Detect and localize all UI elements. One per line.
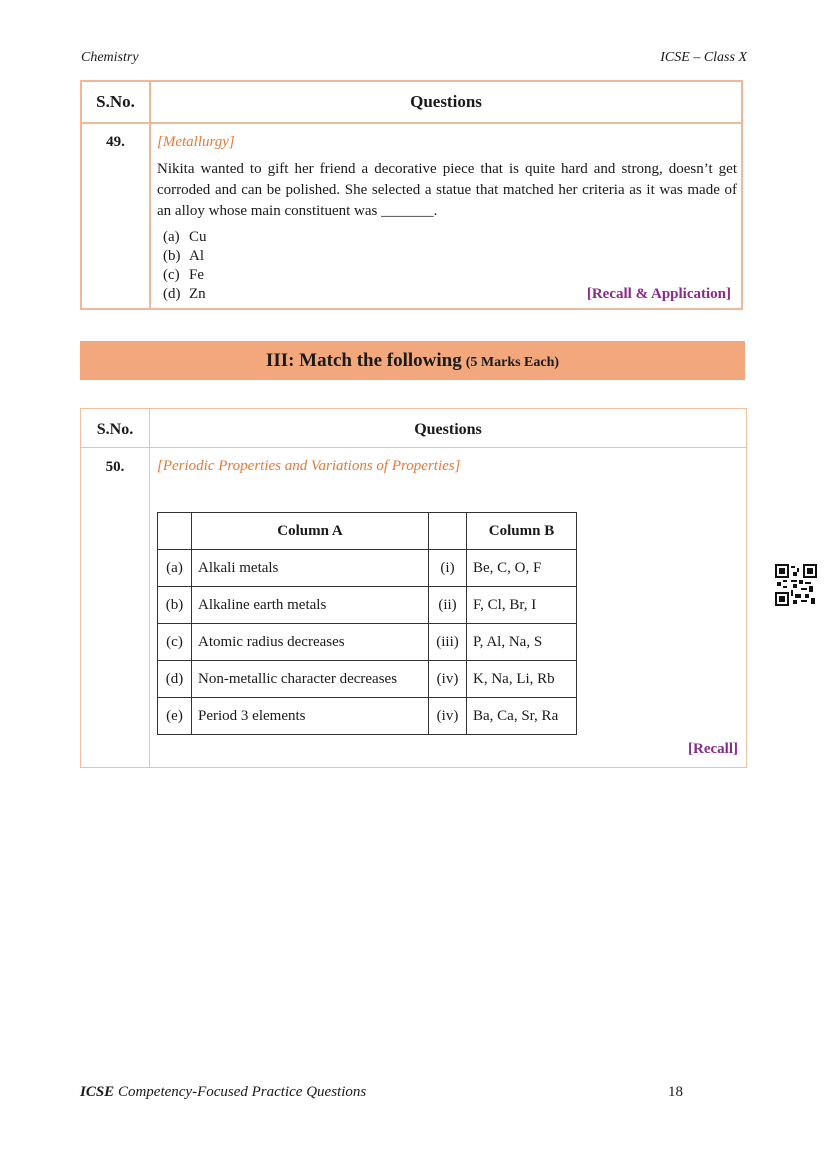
- header-divider: [81, 447, 746, 448]
- b-label: (iv): [429, 661, 467, 698]
- column-a-header: Column A: [192, 513, 429, 550]
- header-class: ICSE – Class X: [660, 50, 747, 65]
- a-label: (e): [158, 698, 192, 735]
- section-band: [80, 341, 745, 380]
- match-row: [158, 698, 577, 735]
- questions-header: Questions: [414, 421, 482, 438]
- a-label: (d): [158, 661, 192, 698]
- b-text: Be, C, O, F: [467, 550, 577, 587]
- b-text: Ba, Ca, Sr, Ra: [467, 698, 577, 735]
- section-title: III: Match the following: [265, 350, 462, 371]
- a-label: (c): [158, 624, 192, 661]
- questions-header: Questions: [410, 92, 482, 111]
- question-number: 49.: [106, 134, 125, 150]
- option-d: (d) Zn: [163, 286, 206, 302]
- column-divider: [149, 82, 151, 308]
- match-table: [157, 512, 577, 735]
- header-subject: Chemistry: [81, 50, 139, 65]
- question-table-50: [80, 408, 747, 768]
- b-label: (i): [429, 550, 467, 587]
- question-topic: [Metallurgy]: [157, 134, 235, 150]
- skill-tag: [Recall]: [688, 741, 738, 757]
- section-marks: (5 Marks Each): [465, 355, 560, 370]
- qr-code-icon: [775, 564, 817, 606]
- b-text: F, Cl, Br, I: [467, 587, 577, 624]
- match-row: [158, 587, 577, 624]
- a-text: Atomic radius decreases: [192, 624, 429, 661]
- match-row: [158, 661, 577, 698]
- sno-header: S.No.: [96, 421, 134, 438]
- options-list: [163, 228, 207, 304]
- b-text: K, Na, Li, Rb: [467, 661, 577, 698]
- question-number: 50.: [105, 459, 125, 475]
- a-label: (b): [158, 587, 192, 624]
- footer-title: ICSE Competency-Focused Practice Questions: [80, 1084, 367, 1100]
- column-b-header: Column B: [467, 513, 577, 550]
- question-text: Nikita wanted to gift her friend a decorative piece that is quite hard and strong, doesn’t get corroded and can be polished. She selected a statue that matched her criteria as it was made of an alloy whose main constituent was _______.: [157, 161, 737, 219]
- page-number: 18: [668, 1084, 683, 1100]
- sno-header: S.No.: [96, 92, 135, 111]
- question-table-49: [80, 80, 743, 310]
- a-text: Non-metallic character decreases: [192, 661, 429, 698]
- b-label: (ii): [429, 587, 467, 624]
- a-text: Alkali metals: [192, 550, 429, 587]
- option-b: (b) Al: [163, 248, 204, 264]
- skill-tag: [Recall & Application]: [586, 286, 731, 302]
- a-text: Period 3 elements: [192, 698, 429, 735]
- option-c: (c) Fe: [163, 267, 204, 283]
- match-header-row: [158, 513, 577, 550]
- header-divider: [82, 122, 741, 124]
- b-text: P, Al, Na, S: [467, 624, 577, 661]
- question-topic: [Periodic Properties and Variations of Properties]: [157, 458, 461, 474]
- a-label: (a): [158, 550, 192, 587]
- column-divider: [149, 409, 150, 767]
- match-row: [158, 550, 577, 587]
- option-a: (a) Cu: [163, 229, 207, 245]
- b-label: (iii): [429, 624, 467, 661]
- a-text: Alkaline earth metals: [192, 587, 429, 624]
- match-row: [158, 624, 577, 661]
- b-label: (iv): [429, 698, 467, 735]
